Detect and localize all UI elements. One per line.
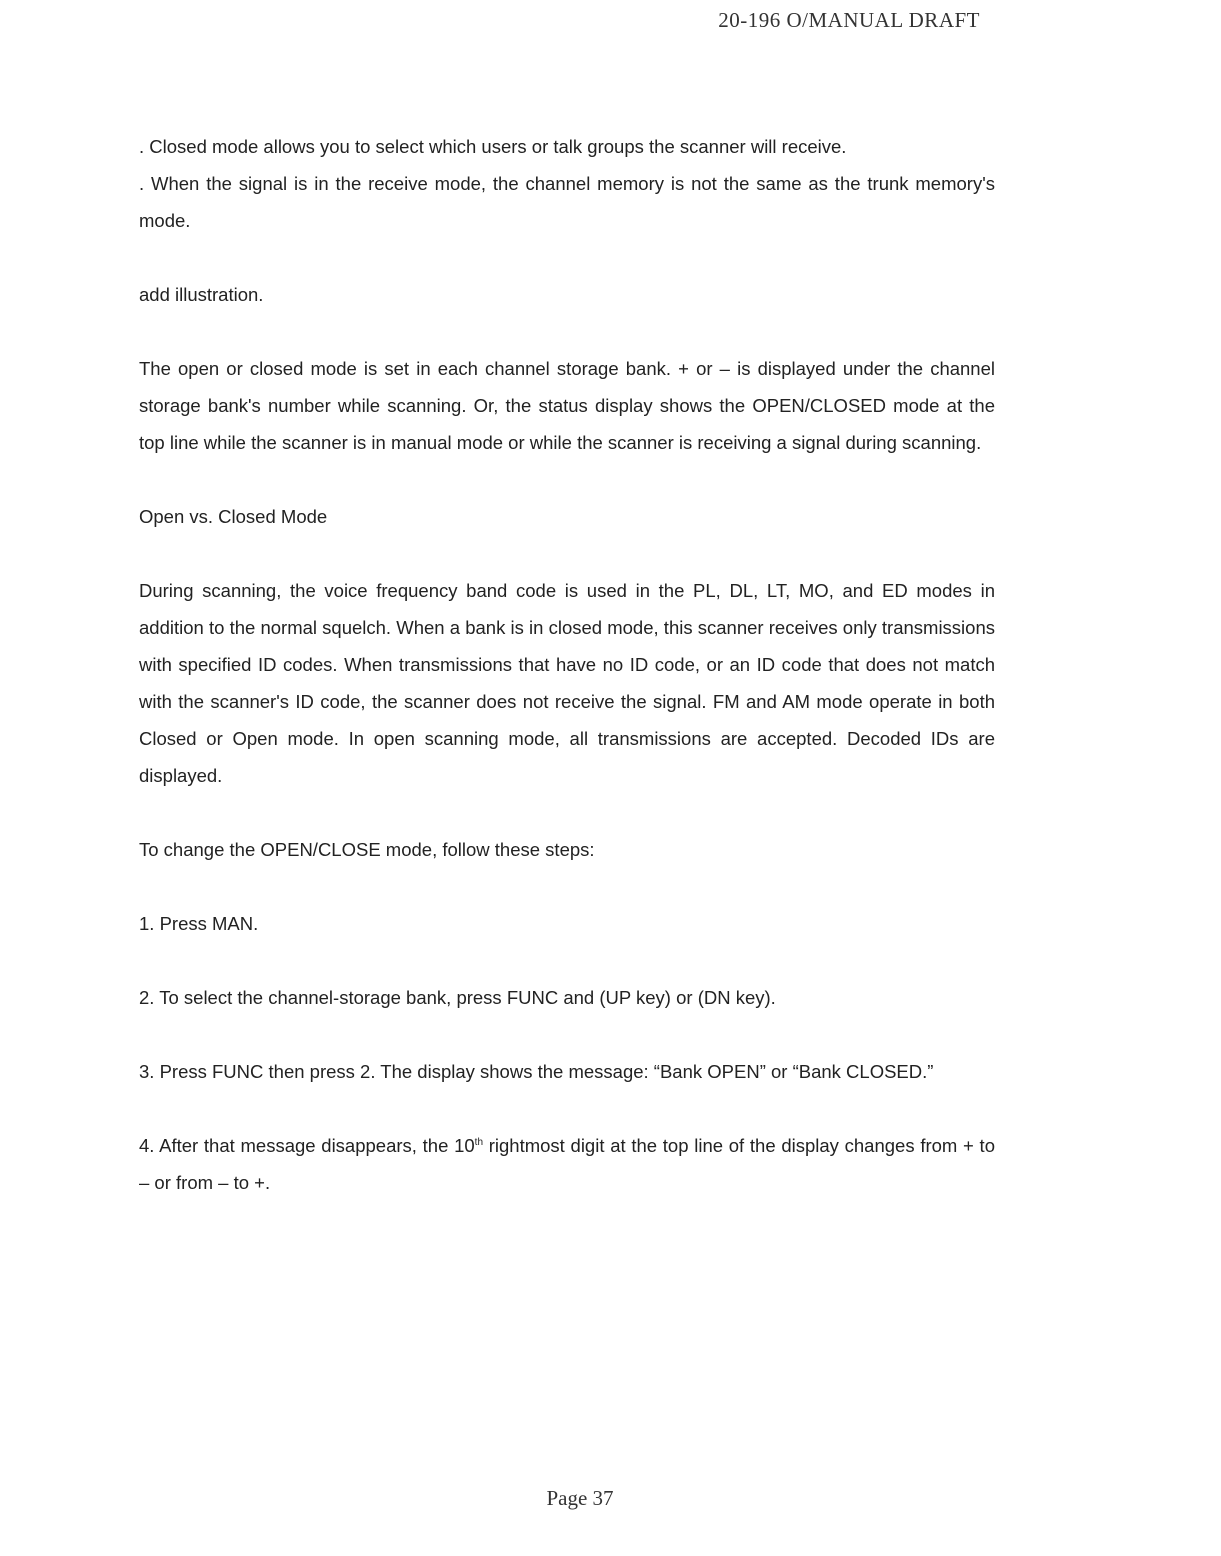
paragraph-open-closed-mode: The open or closed mode is set in each channel storage bank. + or – is displayed under the channel storage bank's number while scanning. Or, the status display shows the OPEN/CLOSED mode at the top line while the scanner is in manual mode or while the scanner is receiving a signal during scanning.: [139, 358, 995, 453]
page-footer: Page 37: [546, 1486, 614, 1510]
bullet-closed-mode: . Closed mode allows you to select which users or talk groups the scanner will receive.: [139, 136, 847, 157]
illustration-note: add illustration.: [139, 284, 264, 305]
step-1: 1. Press MAN.: [139, 913, 259, 934]
document-body: [139, 128, 995, 1201]
section-heading: Open vs. Closed Mode: [139, 506, 328, 527]
step-4-text-end: rightmost digit at the top line of the display changes from + to – or from – to +.: [139, 1135, 995, 1193]
page-header: 20-196 O/MANUAL DRAFT: [718, 8, 980, 32]
step-4-superscript: th: [474, 1136, 484, 1148]
paragraph-scanning: During scanning, the voice frequency band code is used in the PL, DL, LT, MO, and ED modes in addition to the normal squelch. When a bank is in closed mode, this scanner receives only transmissions with specified ID codes. When transmissions that have no ID code, or an ID code that does not match with the scanner's ID code, the scanner does not receive the signal. FM and AM mode operate in both Closed or Open mode. In open scanning mode, all transmissions are accepted. Decoded IDs are displayed.: [139, 580, 995, 786]
steps-intro: To change the OPEN/CLOSE mode, follow these steps:: [139, 839, 595, 860]
bullet-receive-mode: . When the signal is in the receive mode, the channel memory is not the same as the trunk memory's mode.: [139, 173, 995, 231]
step-2: 2. To select the channel-storage bank, press FUNC and (UP key) or (DN key).: [139, 987, 776, 1008]
step-4: [139, 1127, 995, 1201]
step-3: 3. Press FUNC then press 2. The display shows the message: “Bank OPEN” or “Bank CLOSED.”: [139, 1061, 934, 1082]
step-4-text-start: 4. After that message disappears, the 10: [139, 1135, 475, 1156]
